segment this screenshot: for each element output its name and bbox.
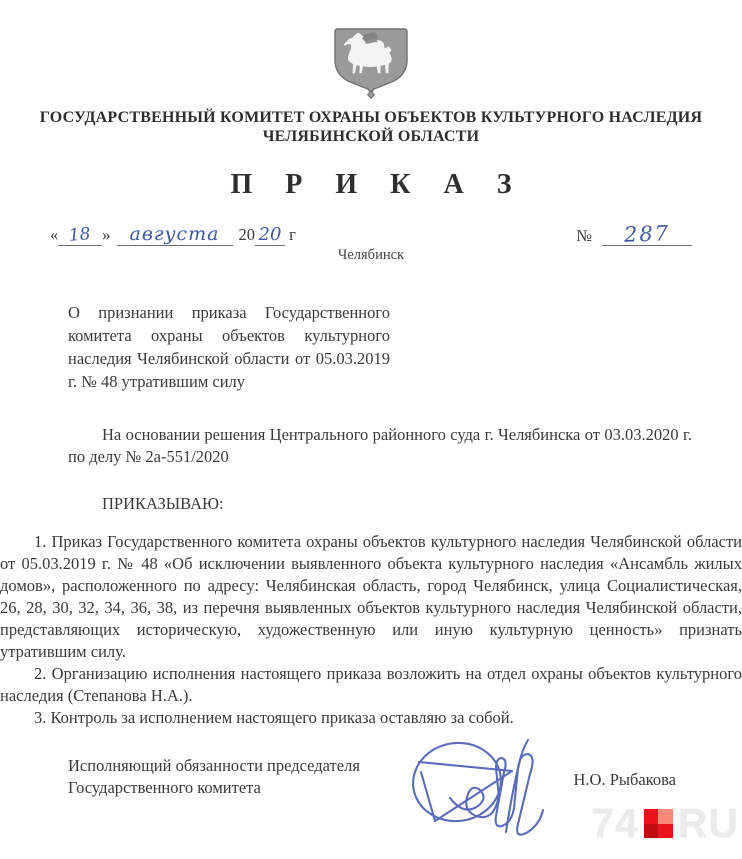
close-quote: »: [102, 225, 111, 245]
logo-square-bottom-left: [644, 824, 659, 839]
year-unit: г: [289, 225, 296, 245]
order-item-1: 1. Приказ Государственного комитета охраны объектов культурного наследия Челябинской области от 05.03.2019 г. № 48 «Об исключении выявленного объекта культурного наследия «Ансамбль жилых домов», расположенного по адресу: Челябинская область, город Челябинск, улица Социалистическая, 26, 28, 30, 32, 34, 36, 38, из перечня выявленных объектов культурного наследия Челябинской области, представляющих историческую, художественную или иную культурную ценность» признать утратившим силу.: [0, 532, 742, 661]
handwritten-number: 287: [623, 221, 671, 247]
year-blank: [255, 226, 285, 246]
signer-name: Н.О. Рыбакова: [573, 770, 676, 789]
number-label: №: [576, 225, 592, 245]
document-type-title: П Р И К А З: [230, 169, 525, 200]
day-blank: [58, 226, 102, 246]
date-field: [50, 225, 296, 246]
handwritten-day: 18: [68, 224, 92, 246]
watermark-prefix: 74: [591, 800, 639, 846]
signer-role-line2: Государственного комитета: [68, 778, 261, 797]
organization-name: [0, 108, 742, 146]
number-blank: [602, 223, 692, 246]
order-items: [0, 531, 742, 729]
resolution-word: ПРИКАЗЫВАЮ:: [102, 494, 224, 513]
site-watermark: [591, 800, 739, 847]
watermark-suffix: RU: [677, 800, 739, 846]
preamble-paragraph: На основании решения Центрального районного суда г. Челябинска от 03.03.2020 г. по делу № 2а-551/2020: [68, 425, 692, 466]
city-label: Челябинск: [337, 247, 405, 263]
camel-shield-icon: [331, 27, 411, 101]
organization-name-line2: ЧЕЛЯБИНСКОЙ ОБЛАСТИ: [262, 128, 480, 145]
signer-role-line1: Исполняющий обязанности председателя: [68, 756, 360, 775]
signer-role: [68, 755, 360, 799]
open-quote: «: [50, 225, 59, 245]
number-field: [576, 223, 692, 246]
logo-square-top-right: [658, 809, 673, 824]
date-number-row: [50, 218, 692, 246]
coat-of-arms-emblem: [331, 27, 411, 101]
order-subject: О признании приказа Государственного комитета охраны объектов культурного наследия Челябинской области от 05.03.2019 г. № 48 утратившим силу: [68, 303, 390, 391]
logo-square-top-left: [644, 809, 659, 824]
organization-name-line1: ГОСУДАРСТВЕННЫЙ КОМИТЕТ ОХРАНЫ ОБЪЕКТОВ КУЛЬТУРНОГО НАСЛЕДИЯ: [39, 109, 703, 126]
order-item-2: 2. Организацию исполнения настоящего приказа возложить на отдел охраны объектов культурного наследия (Степанова Н.А.).: [0, 664, 742, 705]
year-prefix: 20: [238, 225, 255, 245]
logo-square-bottom-right: [658, 824, 673, 839]
order-item-3: 3. Контроль за исполнением настоящего приказа оставляю за собой.: [34, 708, 514, 727]
handwritten-year: 20: [258, 224, 282, 246]
74ru-logo-square-icon: [644, 809, 673, 838]
month-blank: [117, 225, 233, 246]
signature-block: [68, 755, 692, 799]
handwritten-month: августа: [129, 223, 220, 246]
